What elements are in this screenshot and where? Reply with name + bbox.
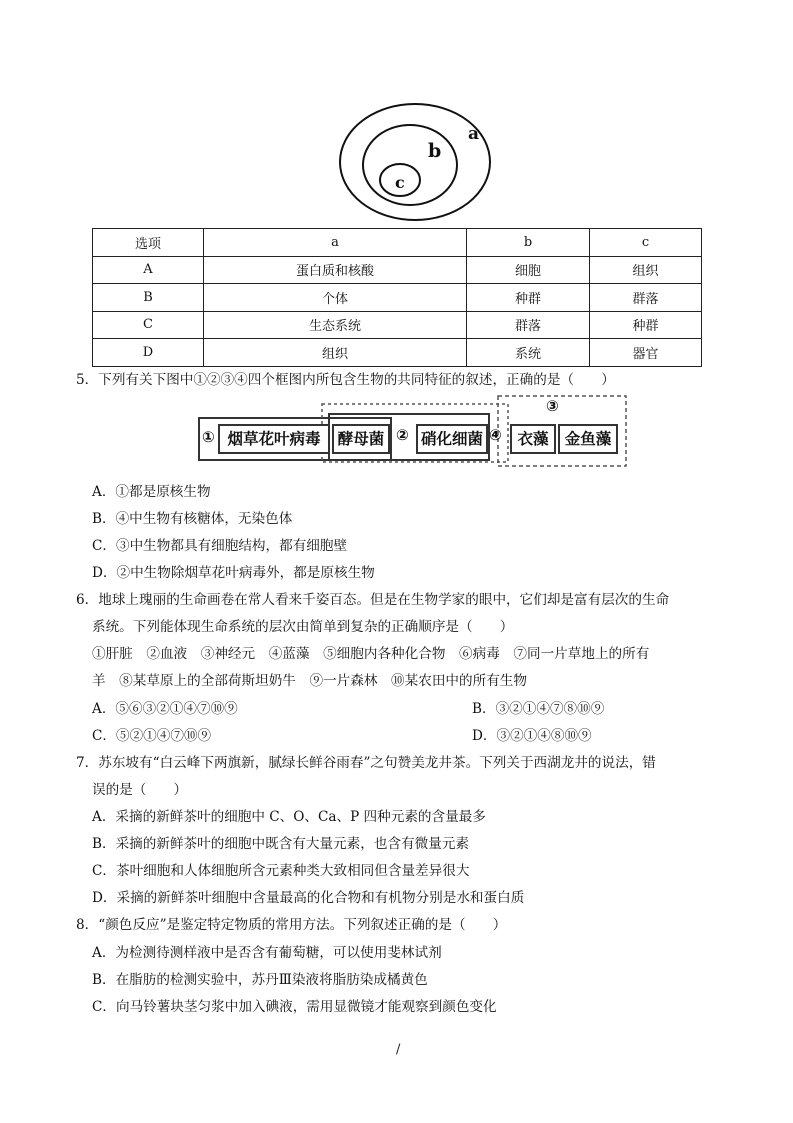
q7-option-d: D．采摘的新鲜茶叶细胞中含量最高的化合物和有机物分别是水和蛋白质 [92,890,525,906]
table-cell: A [93,256,204,284]
organism-yeast: 酵母菌 [332,424,390,454]
table-cell: 群落 [590,284,702,312]
organism-chlamydomonas: 衣藻 [510,424,556,454]
table-cell: 细胞 [467,256,590,284]
table-cell: 种群 [590,311,702,339]
table-header-cell: c [590,229,702,257]
q7-option-b: B．采摘的新鲜茶叶的细胞中既含有大量元素，也含有微量元素 [92,836,470,852]
question-6-items-line1: ①肝脏 ②血液 ③神经元 ④蓝藻 ⑤细胞内各种化合物 ⑥病毒 ⑦同一片草地上的所有 [92,646,650,662]
table-cell: 系统 [467,339,590,367]
organism-hornwort: 金鱼藻 [558,424,618,454]
q7-option-a: A．采摘的新鲜茶叶的细胞中 C、O、Ca、P 四种元素的含量最多 [92,809,486,825]
table-cell: 种群 [467,284,590,312]
table-cell: 蛋白质和核酸 [204,256,467,284]
organism-tobacco-mosaic-virus: 烟草花叶病毒 [218,424,330,454]
q7-option-c: C．茶叶细胞和人体细胞所含元素种类大致相同但含量差异很大 [92,863,470,879]
q5-option-c: C．③中生物都具有细胞结构，都有细胞壁 [92,538,348,554]
table-row [93,311,702,339]
page-number: / [396,1042,401,1057]
q5-option-d: D．②中生物除烟草花叶病毒外，都是原核生物 [92,565,375,581]
q5-option-a: A．①都是原核生物 [92,484,211,500]
q8-option-b: B．在脂肪的检测实验中，苏丹Ⅲ染液将脂肪染成橘黄色 [92,972,428,988]
table-cell: B [93,284,204,312]
q6-option-c: C．⑤②①④⑦⑩⑨ [92,728,212,744]
question-7-stem-line1: 7．苏东坡有“白云峰下两旗新，腻绿长鲜谷雨春”之句赞美龙井茶。下列关于西湖龙井的说法，错 [76,755,656,771]
label-a: a [468,124,480,144]
marker-4: ④ [489,426,502,444]
question-6-items-line2: 羊 ⑧某草原上的全部荷斯坦奶牛 ⑨一片森林 ⑩某农田中的所有生物 [92,673,527,689]
table-cell: 器官 [590,339,702,367]
table-cell: 生态系统 [204,311,467,339]
marker-3: ③ [546,397,559,415]
question-6-stem-line2: 系统。下列能体现生命系统的层次由简单到复杂的正确顺序是（ ） [92,619,514,635]
table-row [93,256,702,284]
table-cell: 组织 [204,339,467,367]
label-b: b [428,140,442,162]
q6-option-b: B．③②①④⑦⑧⑩⑨ [472,701,605,717]
question-8-stem: 8．“颜色反应”是鉴定特定物质的常用方法。下列叙述正确的是（ ） [76,917,507,933]
question-5-stem: 5．下列有关下图中①②③④四个框图内所包含生物的共同特征的叙述，正确的是（ ） [76,372,615,388]
options-table [92,228,702,367]
table-header-cell: b [467,229,590,257]
table-cell: D [93,339,204,367]
organism-nitrifying-bacteria: 硝化细菌 [416,424,488,454]
q6-option-d: D．③②①④⑧⑩⑨ [472,728,592,744]
table-row [93,284,702,312]
q6-option-a: A．⑤⑥③②①④⑦⑩⑨ [92,701,238,717]
table-header-cell: 选项 [93,229,204,257]
question-7-stem-line2: 误的是（ ） [92,782,188,798]
label-c: c [395,173,405,192]
table-cell: 群落 [467,311,590,339]
table-cell: 个体 [204,284,467,312]
table-header-row [93,229,702,257]
question-6-stem-line1: 6．地球上瑰丽的生命画卷在常人看来千姿百态。但是在生物学家的眼中，它们却是富有层次的生命 [76,592,670,608]
q8-option-c: C．向马铃薯块茎匀浆中加入碘液，需用显微镜才能观察到颜色变化 [92,999,497,1015]
table-cell: 组织 [590,256,702,284]
nested-circles-diagram [335,100,495,225]
q5-option-b: B．④中生物有核糖体，无染色体 [92,511,293,527]
marker-2: ② [396,426,409,444]
marker-1: ① [202,428,215,446]
table-cell: C [93,311,204,339]
table-header-cell: a [204,229,467,257]
q8-option-a: A．为检测待测样液中是否含有葡萄糖，可以使用斐林试剂 [92,945,442,961]
table-row [93,339,702,367]
